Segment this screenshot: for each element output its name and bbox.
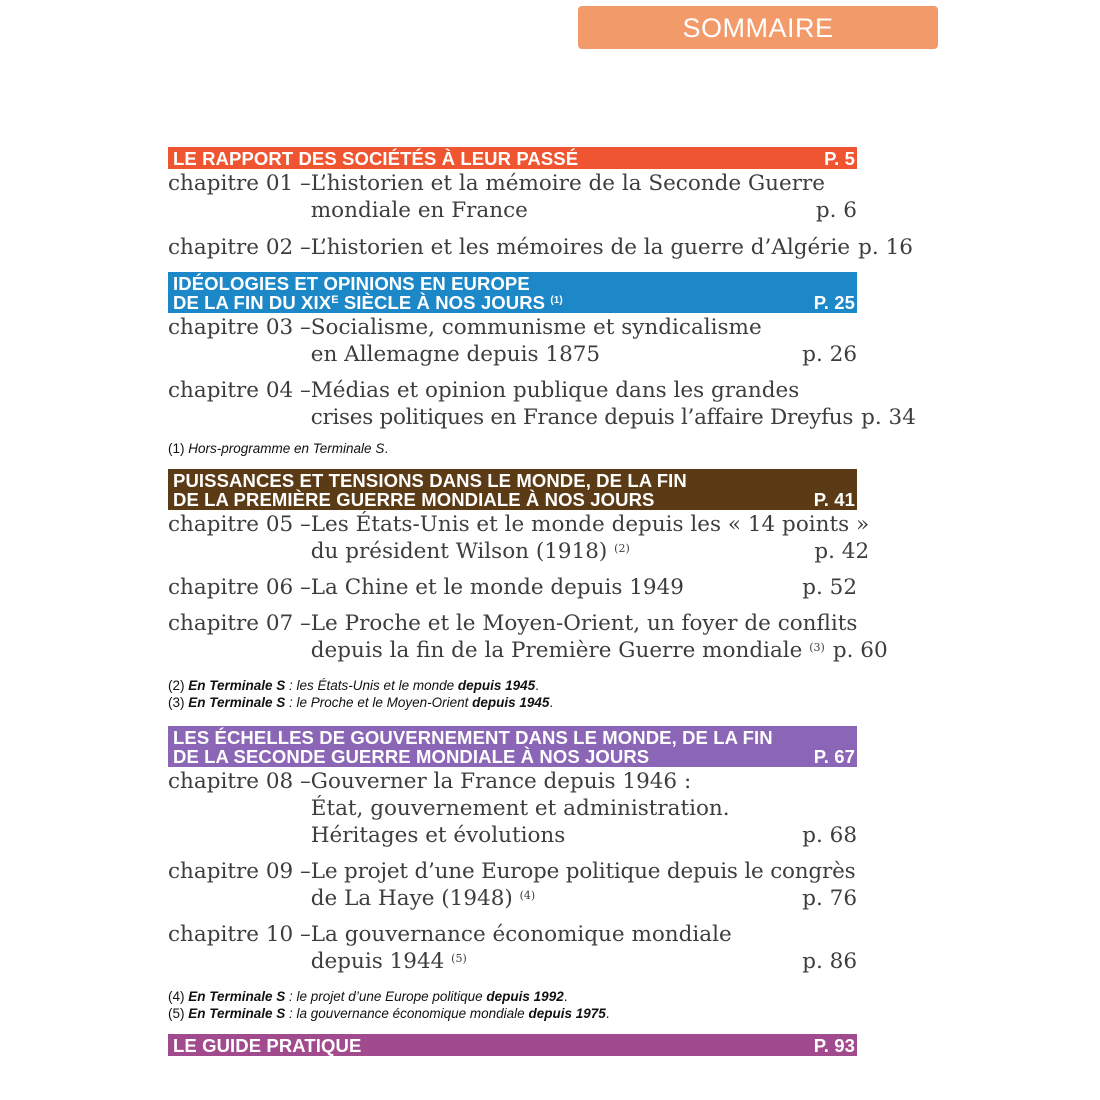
part-page: P. 5 xyxy=(824,148,855,169)
chapter-06[interactable] xyxy=(168,574,857,601)
chapter-number: chapitre 07 – xyxy=(168,611,311,636)
part-title: IDÉOLOGIES ET OPINIONS EN EUROPE xyxy=(173,273,530,294)
chapter-number: chapitre 05 – xyxy=(168,512,311,537)
chapter-01[interactable] xyxy=(168,170,857,224)
part-title-line-2: DE LA PREMIÈRE GUERRE MONDIALE À NOS JOURS xyxy=(173,489,655,510)
chapter-title-line: État, gouvernement et administration. xyxy=(310,796,730,821)
chapter-page: p. 76 xyxy=(802,886,857,911)
chapter-page: p. 26 xyxy=(802,342,857,367)
chapter-08[interactable] xyxy=(168,768,857,849)
chapter-title-line: en Allemagne depuis 1875 xyxy=(310,342,601,367)
chapter-title-line: du président Wilson (1918) xyxy=(310,539,608,564)
chapter-page: p. 86 xyxy=(802,949,857,974)
chapter-title-line: crises politiques en France depuis l’affaire Dreyfus xyxy=(310,405,854,430)
part-page: P. 93 xyxy=(813,1035,855,1056)
chapter-03[interactable] xyxy=(168,314,857,368)
footnote-2: (2) En Terminale S : les États-Unis et le monde depuis 1945. xyxy=(168,678,539,693)
part-title-line-2: DE LA FIN DU $XIX^E$ SIÈCLE À NOS JOURS $^{(1)}$ xyxy=(173,292,563,313)
part-page: P. 67 xyxy=(813,746,855,767)
chapter-title-line: depuis la fin de la Première Guerre mondiale xyxy=(310,638,803,663)
footnote-3: (3) En Terminale S : le Proche et le Moyen-Orient depuis 1945. xyxy=(168,695,554,710)
chapter-05[interactable] xyxy=(168,511,870,565)
chapter-title-line: La gouvernance économique mondiale xyxy=(310,922,732,947)
chapter-10[interactable] xyxy=(168,921,857,975)
chapter-title-line: depuis 1944 xyxy=(310,949,445,974)
part-header-2[interactable] xyxy=(168,272,857,313)
footnote-ref: (5) xyxy=(451,952,467,965)
chapter-title-line: Socialisme, communisme et syndicalisme xyxy=(310,315,762,340)
chapter-page: p. 42 xyxy=(814,539,870,564)
chapter-number: chapitre 08 – xyxy=(168,769,311,794)
part-header-4[interactable] xyxy=(168,726,857,767)
chapter-page: p. 52 xyxy=(802,575,857,600)
chapter-page: p. 68 xyxy=(802,823,857,848)
part-page: P. 41 xyxy=(813,489,855,510)
part-header-3[interactable] xyxy=(168,469,857,510)
chapter-number: chapitre 06 – xyxy=(168,575,311,600)
part-title: LE RAPPORT DES SOCIÉTÉS À LEUR PASSÉ xyxy=(173,148,579,169)
chapter-number: chapitre 01 – xyxy=(168,171,311,196)
chapter-title-line: mondiale en France xyxy=(310,198,528,223)
footnote-ref: (2) xyxy=(614,542,630,555)
chapter-page: p. 60 xyxy=(832,638,888,663)
part-title: LE GUIDE PRATIQUE xyxy=(173,1035,362,1056)
chapter-title-line: L’historien et la mémoire de la Seconde Guerre xyxy=(310,171,825,196)
part-header-1[interactable] xyxy=(168,147,857,169)
chapter-title-line: Le projet d’une Europe politique depuis le congrès xyxy=(310,859,856,884)
chapter-09[interactable] xyxy=(168,858,857,912)
footnote-5: (5) En Terminale S : la gouvernance économique mondiale depuis 1975. xyxy=(168,1006,610,1021)
chapter-title-line: La Chine et le monde depuis 1949 xyxy=(310,575,684,600)
chapter-page: p. 34 xyxy=(861,405,916,430)
footnote-4: (4) En Terminale S : le projet d’une Europe politique depuis 1992. xyxy=(168,989,568,1004)
footnote-1: (1) Hors-programme en Terminale S. xyxy=(168,441,389,456)
chapter-title-line: de La Haye (1948) xyxy=(310,886,513,911)
chapter-title-line: L’historien et les mémoires de la guerre d’Algérie xyxy=(310,235,851,260)
part-page: P. 25 xyxy=(813,292,855,313)
chapter-title-line: Héritages et évolutions xyxy=(310,823,566,848)
footnote-ref: (4) xyxy=(519,889,536,902)
footnote-ref: (3) xyxy=(809,641,825,654)
table-of-contents xyxy=(168,147,916,1056)
chapter-title-line: Le Proche et le Moyen-Orient, un foyer de conflits xyxy=(310,611,858,636)
chapter-number: chapitre 09 – xyxy=(168,859,311,884)
chapter-title-line: Médias et opinion publique dans les grandes xyxy=(310,378,800,403)
chapter-number: chapitre 04 – xyxy=(168,378,311,403)
chapter-02[interactable] xyxy=(168,234,913,261)
part-header-5[interactable] xyxy=(168,1034,857,1056)
part-title: PUISSANCES ET TENSIONS DANS LE MONDE, DE LA FIN xyxy=(173,470,687,491)
chapter-page: p. 16 xyxy=(858,235,913,260)
chapter-number: chapitre 02 – xyxy=(168,235,311,260)
chapter-title-line: Les États-Unis et le monde depuis les « 14 points » xyxy=(310,512,870,537)
part-title-line-2: DE LA SECONDE GUERRE MONDIALE À NOS JOURS xyxy=(173,746,650,767)
chapter-number: chapitre 10 – xyxy=(168,922,311,947)
part-title: LES ÉCHELLES DE GOUVERNEMENT DANS LE MONDE, DE LA FIN xyxy=(173,727,773,748)
chapter-07[interactable] xyxy=(168,610,888,664)
chapter-page: p. 6 xyxy=(815,198,857,223)
chapter-number: chapitre 03 – xyxy=(168,315,311,340)
sommaire-title: SOMMAIRE xyxy=(578,6,938,49)
chapter-04[interactable] xyxy=(168,377,916,431)
chapter-title-line: Gouverner la France depuis 1946 : xyxy=(310,769,692,794)
